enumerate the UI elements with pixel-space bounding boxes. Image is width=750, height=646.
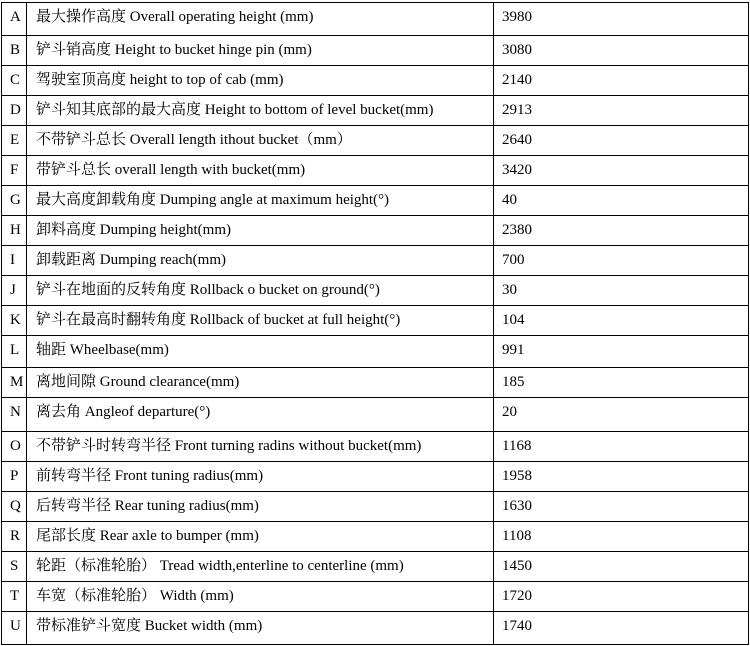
table-row	[2, 276, 749, 306]
row-key: K	[2, 306, 27, 336]
description-en: height to top of cab (mm)	[129, 72, 284, 88]
description-en: Rollback of bucket at full height(°)	[189, 312, 401, 328]
description-en: Height to bottom of level bucket(mm)	[204, 102, 434, 118]
row-key: Q	[2, 492, 27, 522]
table-row	[2, 612, 749, 645]
table-row	[2, 306, 749, 336]
description-en: Front turning radins without bucket(mm)	[174, 438, 422, 454]
description-zh: 轴距	[36, 342, 70, 358]
description-en: Dumping reach(mm)	[99, 252, 226, 268]
table-row	[2, 216, 749, 246]
description-zh: 不带铲斗总长	[36, 132, 127, 148]
description-zh: 卸载距离	[36, 252, 100, 268]
row-description	[27, 216, 494, 246]
row-value: 2140	[494, 66, 749, 96]
description-zh: 最大高度卸载角度	[36, 192, 160, 208]
row-description	[27, 66, 494, 96]
row-value: 2913	[494, 96, 749, 126]
description-zh: 离地间隙	[36, 374, 97, 390]
description-zh: 前转弯半径	[36, 468, 112, 484]
row-description	[27, 246, 494, 276]
row-value: 3980	[494, 3, 749, 36]
description-en: Overall length ithout bucket（mm）	[129, 132, 352, 148]
description-zh: 铲斗销高度	[36, 42, 112, 58]
row-description	[27, 492, 494, 522]
row-description	[27, 306, 494, 336]
row-description	[27, 398, 494, 432]
table-row	[2, 156, 749, 186]
row-description	[27, 552, 494, 582]
row-key: B	[2, 36, 27, 66]
row-value: 1450	[494, 552, 749, 582]
row-description	[27, 156, 494, 186]
row-key: C	[2, 66, 27, 96]
row-key: R	[2, 522, 27, 552]
row-description	[27, 522, 494, 552]
table-row	[2, 432, 749, 462]
description-en: Wheelbase(mm)	[69, 342, 169, 358]
description-zh: 驾驶室顶高度	[36, 72, 130, 88]
row-value: 991	[494, 336, 749, 368]
table-row	[2, 522, 749, 552]
row-key: U	[2, 612, 27, 645]
description-en: Dumping height(mm)	[99, 222, 232, 238]
description-zh: 铲斗在地面的反转角度	[36, 282, 190, 298]
description-en: Front tuning radius(mm)	[114, 468, 264, 484]
description-zh: 离去角	[36, 404, 82, 420]
row-description	[27, 368, 494, 398]
row-description	[27, 36, 494, 66]
description-en: Angleof departure(°)	[84, 404, 211, 420]
row-key: E	[2, 126, 27, 156]
description-en: Bucket width (mm)	[144, 618, 263, 634]
description-zh: 带标准铲斗宽度	[36, 618, 145, 634]
row-value: 104	[494, 306, 749, 336]
row-value: 2640	[494, 126, 749, 156]
row-description	[27, 186, 494, 216]
description-zh: 轮距（标准轮胎）	[36, 558, 157, 574]
description-zh: 车宽（标准轮胎）	[36, 588, 157, 604]
description-en: Rear axle to bumper (mm)	[99, 528, 259, 544]
row-value: 40	[494, 186, 749, 216]
row-description	[27, 3, 494, 36]
table-row	[2, 492, 749, 522]
row-key: G	[2, 186, 27, 216]
row-key: S	[2, 552, 27, 582]
row-key: A	[2, 3, 27, 36]
description-zh: 铲斗在最高时翻转角度	[36, 312, 190, 328]
description-zh: 后转弯半径	[36, 498, 112, 514]
row-value: 700	[494, 246, 749, 276]
table-row	[2, 186, 749, 216]
table-row	[2, 96, 749, 126]
row-key: D	[2, 96, 27, 126]
row-description	[27, 96, 494, 126]
row-value: 3420	[494, 156, 749, 186]
row-value: 20	[494, 398, 749, 432]
description-en: Tread width,enterline to centerline (mm)	[159, 558, 404, 574]
description-en: Height to bucket hinge pin (mm)	[114, 42, 312, 58]
description-zh: 卸料高度	[36, 222, 97, 238]
row-key: L	[2, 336, 27, 368]
description-en: Rollback o bucket on ground(°)	[189, 282, 380, 298]
row-value: 30	[494, 276, 749, 306]
row-value: 185	[494, 368, 749, 398]
row-key: J	[2, 276, 27, 306]
description-en: overall length with bucket(mm)	[114, 162, 306, 178]
table-row	[2, 552, 749, 582]
row-key: N	[2, 398, 27, 432]
row-key: H	[2, 216, 27, 246]
row-value: 1740	[494, 612, 749, 645]
row-value: 1720	[494, 582, 749, 612]
table-row	[2, 126, 749, 156]
row-key: M	[2, 368, 27, 398]
table-row	[2, 398, 749, 432]
table-row	[2, 336, 749, 368]
row-value: 1958	[494, 462, 749, 492]
row-description	[27, 276, 494, 306]
description-zh: 铲斗知其底部的最大高度	[36, 102, 202, 118]
table-row	[2, 66, 749, 96]
description-zh: 最大操作高度	[36, 9, 127, 25]
table-row	[2, 246, 749, 276]
description-zh: 不带铲斗时转弯半径	[36, 438, 175, 454]
row-description	[27, 432, 494, 462]
row-value: 1630	[494, 492, 749, 522]
table-row	[2, 582, 749, 612]
row-description	[27, 336, 494, 368]
row-key: I	[2, 246, 27, 276]
row-key: F	[2, 156, 27, 186]
row-description	[27, 612, 494, 645]
row-value: 2380	[494, 216, 749, 246]
row-key: T	[2, 582, 27, 612]
row-value: 1168	[494, 432, 749, 462]
table-row	[2, 368, 749, 398]
row-description	[27, 126, 494, 156]
description-en: Overall operating height (mm)	[129, 9, 314, 25]
row-description	[27, 582, 494, 612]
table-row	[2, 462, 749, 492]
description-en: Rear tuning radius(mm)	[114, 498, 259, 514]
row-key: P	[2, 462, 27, 492]
description-en: Dumping angle at maximum height(°)	[159, 192, 390, 208]
row-value: 1108	[494, 522, 749, 552]
row-key: O	[2, 432, 27, 462]
table-row	[2, 3, 749, 36]
description-zh: 带铲斗总长	[36, 162, 112, 178]
specifications-table	[1, 2, 749, 645]
row-value: 3080	[494, 36, 749, 66]
row-description	[27, 462, 494, 492]
description-zh: 尾部长度	[36, 528, 97, 544]
table-row	[2, 36, 749, 66]
description-en: Width (mm)	[159, 588, 234, 604]
description-en: Ground clearance(mm)	[99, 374, 240, 390]
